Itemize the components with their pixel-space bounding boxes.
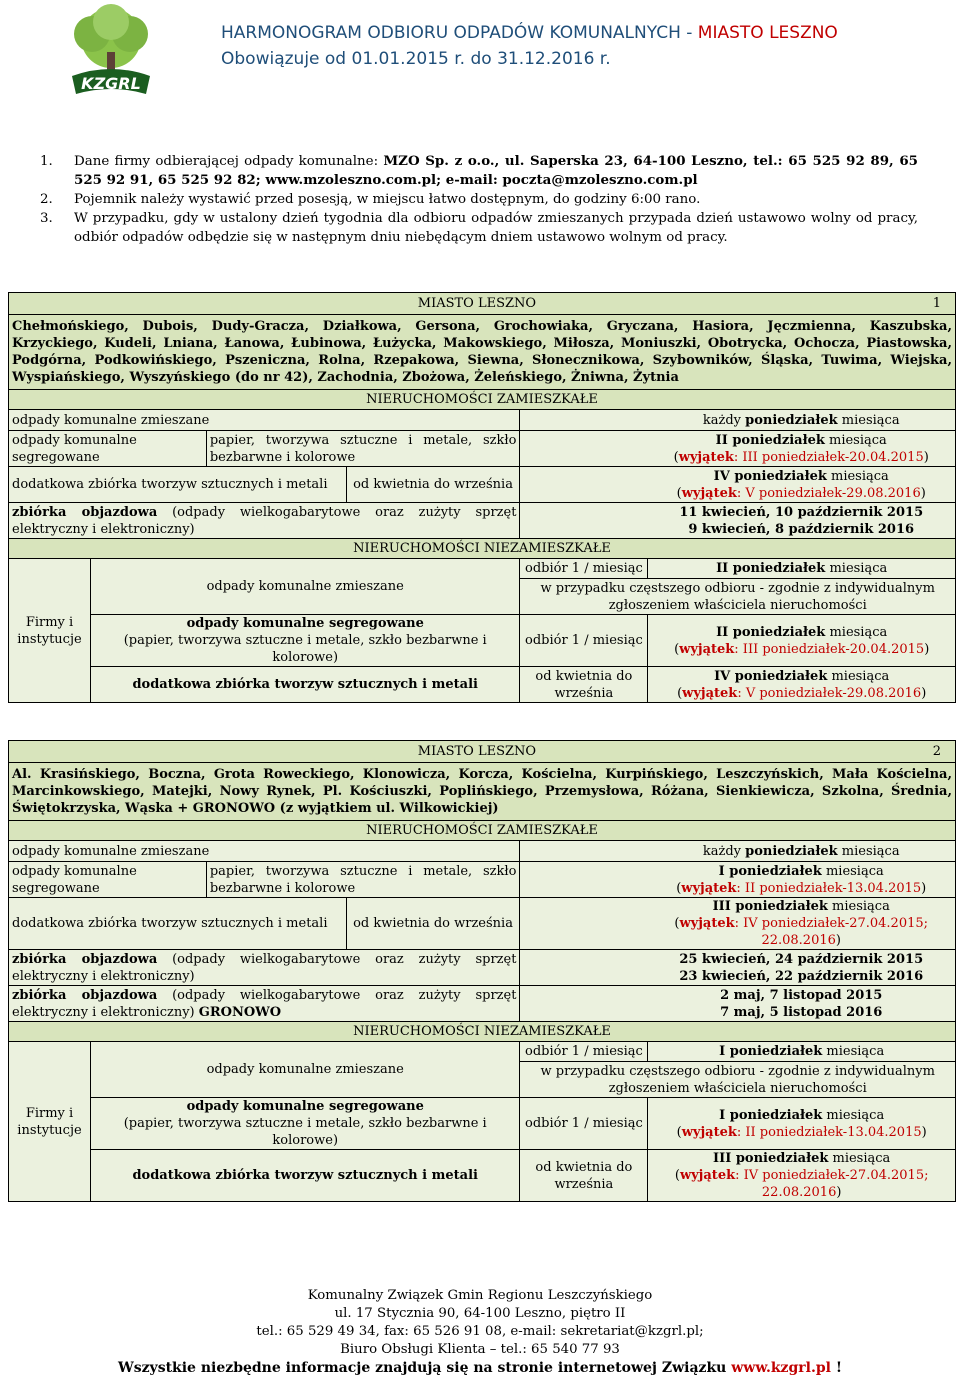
plastics-schedule: III poniedziałek miesiąca (wyjątek: IV poniedziałek-27.04.2015; 22.08.2016) [520,898,956,950]
header-validity: Obowiązuje od 01.01.2015 r. do 31.12.2016 r. [221,49,611,69]
nr-mixed-frequency: odbiór 1 / miesiąc [520,559,648,579]
bulky-schedule: 11 kwiecień, 10 październik 2015 9 kwiecień, 8 październik 2016 [520,503,956,539]
nr-mixed-frequency: odbiór 1 / miesiąc [520,1042,648,1062]
zone-streets: Al. Krasińskiego, Boczna, Grota Roweckiego, Klonowicza, Korcza, Kościelna, Kurpińskiego, Leszczyńskich, Mała Kościelna, Marcinkowskiego, Matejki, Nowy Rynek, Pl. Kościuszki, Poplińskiego, Przemysłowa, Różana, Sienkiewicza, Szkolna, Średnia, Świętokrzyska, Wąska + GRONOWO (z wyjątkiem ul. Wilkowickiej) [9,763,956,821]
bulky-gronowo-schedule: 2 maj, 7 listopad 2015 7 maj, 5 listopad 2016 [520,986,956,1022]
nr-segregated-schedule: I poniedziałek miesiąca (wyjątek: II poniedziałek-13.04.2015) [648,1098,956,1150]
bulky-schedule: 25 kwiecień, 24 październik 2015 23 kwiecień, 22 październik 2016 [520,950,956,986]
svg-text:KZGRL: KZGRL [81,74,141,93]
nr-plastics-period: od kwietnia do września [520,1150,648,1202]
footer-contact: tel.: 65 529 49 34, fax: 65 526 91 08, e-mail: sekretariat@kzgrl.pl; [256,1324,704,1339]
bulky-label: zbiórka objazdowa (odpady wielkogabarytowe oraz zużyty sprzęt elektryczny i elektroniczny) [9,503,520,539]
firms-label: Firmy i instytucje [9,1042,91,1202]
segregated-desc: papier, tworzywa sztuczne i metale, szkło bezbarwne i kolorowe [206,431,520,467]
plastics-label: dodatkowa zbiórka tworzyw sztucznych i metali [9,898,347,950]
segregated-label: odpady komunalne segregowane [9,862,207,898]
zone1-table [8,292,956,703]
zone-title: MIASTO LESZNO [9,741,648,763]
nr-plastics-schedule: III poniedziałek miesiąca (wyjątek: IV poniedziałek-27.04.2015; 22.08.2016) [648,1150,956,1202]
segregated-schedule: I poniedziałek miesiąca (wyjątek: II poniedziałek-13.04.2015) [520,862,956,898]
website-link[interactable]: www.kzgrl.pl [731,1360,831,1376]
zone2-table [8,740,956,1202]
nr-mixed-schedule: I poniedziałek miesiąca [648,1042,956,1062]
nr-more-frequent: w przypadku częstszego odbioru - zgodnie z indywidualnym zgłoszeniem właściciela nieruchomości [520,1062,956,1098]
nr-segregated-frequency: odbiór 1 / miesiąc [520,1098,648,1150]
nr-plastics-label: dodatkowa zbiórka tworzyw sztucznych i metali [90,1150,519,1202]
mixed-waste-schedule: każdy poniedziałek miesiąca [520,410,956,431]
section-header-residential: NIERUCHOMOŚCI ZAMIESZKAŁE [9,821,956,841]
rule-item: 2. Pojemnik należy wystawić przed posesją, w miejscu łatwo dostępnym, do godziny 6:00 rano. [40,192,701,207]
nr-segregated-label: odpady komunalne segregowane (papier, tworzywa sztuczne i metale, szkło bezbarwne i kolorowe) [90,1098,519,1150]
nr-plastics-label: dodatkowa zbiórka tworzyw sztucznych i metali [90,667,519,703]
zone-streets: Chełmońskiego, Dubois, Dudy-Gracza, Działkowa, Gersona, Grochowiaka, Gryczana, Hasiora, Jęczmienna, Kaszubska, Krzyckiego, Kudeli, Lniana, Łanowa, Łubinowa, Łużycka, Makowskiego, Miłosza, Moniuszki, Obotrycka, Ochocza, Piastowska, Podgórna, Podkowińskiego, Pszeniczna, Rolna, Rzepakowa, Siewna, Słonecznikowa, Szybowników, Śląska, Tuwima, Wiejska, Wyspiańskiego, Wyszyńskiego (do nr 42), Zachodnia, Zbożowa, Żeleńskiego, Żniwna, Żytnia [9,315,956,390]
section-header-nonresidential: NIERUCHOMOŚCI NIEZAMIESZKAŁE [9,539,956,559]
footer-helpdesk: Biuro Obsługi Klienta – tel.: 65 540 77 93 [340,1342,620,1357]
nr-mixed-label: odpady komunalne zmieszane [90,1042,519,1098]
nr-segregated-schedule: II poniedziałek miesiąca (wyjątek: III poniedziałek-20.04.2015) [648,615,956,667]
section-header-residential: NIERUCHOMOŚCI ZAMIESZKAŁE [9,390,956,410]
nr-more-frequent: w przypadku częstszego odbioru - zgodnie z indywidualnym zgłoszeniem właściciela nieruchomości [520,579,956,615]
bulky-label: zbiórka objazdowa (odpady wielkogabarytowe oraz zużyty sprzęt elektryczny i elektroniczny) [9,950,520,986]
footer-org: Komunalny Związek Gmin Regionu Leszczyńskiego [307,1288,653,1303]
footer [0,1287,960,1377]
footer-address: ul. 17 Stycznia 90, 64-100 Leszno, piętro II [334,1306,626,1321]
footer-website-note: Wszystkie niezbędne informacje znajdują się na stronie internetowej Związku www.kzgrl.pl ! [118,1360,842,1376]
plastics-schedule: IV poniedziałek miesiąca (wyjątek: V poniedziałek-29.08.2016) [520,467,956,503]
zone-number: 2 [648,741,956,763]
zone-number: 1 [648,293,956,315]
header-title: HARMONOGRAM ODBIORU ODPADÓW KOMUNALNYCH - MIASTO LESZNO [221,23,838,43]
segregated-desc: papier, tworzywa sztuczne i metale, szkło bezbarwne i kolorowe [206,862,520,898]
segregated-schedule: II poniedziałek miesiąca (wyjątek: III poniedziałek-20.04.2015) [520,431,956,467]
nr-mixed-schedule: II poniedziałek miesiąca [648,559,956,579]
plastics-label: dodatkowa zbiórka tworzyw sztucznych i metali [9,467,347,503]
segregated-label: odpady komunalne segregowane [9,431,207,467]
nr-segregated-frequency: odbiór 1 / miesiąc [520,615,648,667]
rule-item: 1. Dane firmy odbierającej odpady komunalne: MZO Sp. z o.o., ul. Saperska 23, 64-100 Leszno, tel.: 65 525 92 89, 65 525 92 91, 65 525 92 82; www.mzoleszno.com.pl; e-mail: poczta@mzoleszno.com.pl [40,153,918,188]
firms-label: Firmy i instytucje [9,559,91,703]
nr-segregated-label: odpady komunalne segregowane (papier, tworzywa sztuczne i metale, szkło bezbarwne i kolorowe) [90,615,519,667]
rules-list [40,152,918,247]
mixed-waste-schedule: każdy poniedziałek miesiąca [520,841,956,862]
document-header [221,20,838,72]
mixed-waste-label: odpady komunalne zmieszane [9,410,520,431]
nr-plastics-schedule: IV poniedziałek miesiąca (wyjątek: V poniedziałek-29.08.2016) [648,667,956,703]
zone-title: MIASTO LESZNO [9,293,648,315]
kzgrl-logo [52,4,170,102]
bulky-gronowo-label: zbiórka objazdowa (odpady wielkogabarytowe oraz zużyty sprzęt elektryczny i elektroniczny) GRONOWO [9,986,520,1022]
nr-mixed-label: odpady komunalne zmieszane [90,559,519,615]
plastics-period: od kwietnia do września [346,467,520,503]
rule-item: 3. W przypadku, gdy w ustalony dzień tygodnia dla odbioru odpadów zmieszanych przypada dzień ustawowo wolny od pracy, odbiór odpadów odbędzie się w następnym dniu niebędącym dniem ustawowo wolnym od pracy. [40,211,918,245]
nr-plastics-period: od kwietnia do września [520,667,648,703]
mixed-waste-label: odpady komunalne zmieszane [9,841,520,862]
plastics-period: od kwietnia do września [346,898,520,950]
section-header-nonresidential: NIERUCHOMOŚCI NIEZAMIESZKAŁE [9,1022,956,1042]
